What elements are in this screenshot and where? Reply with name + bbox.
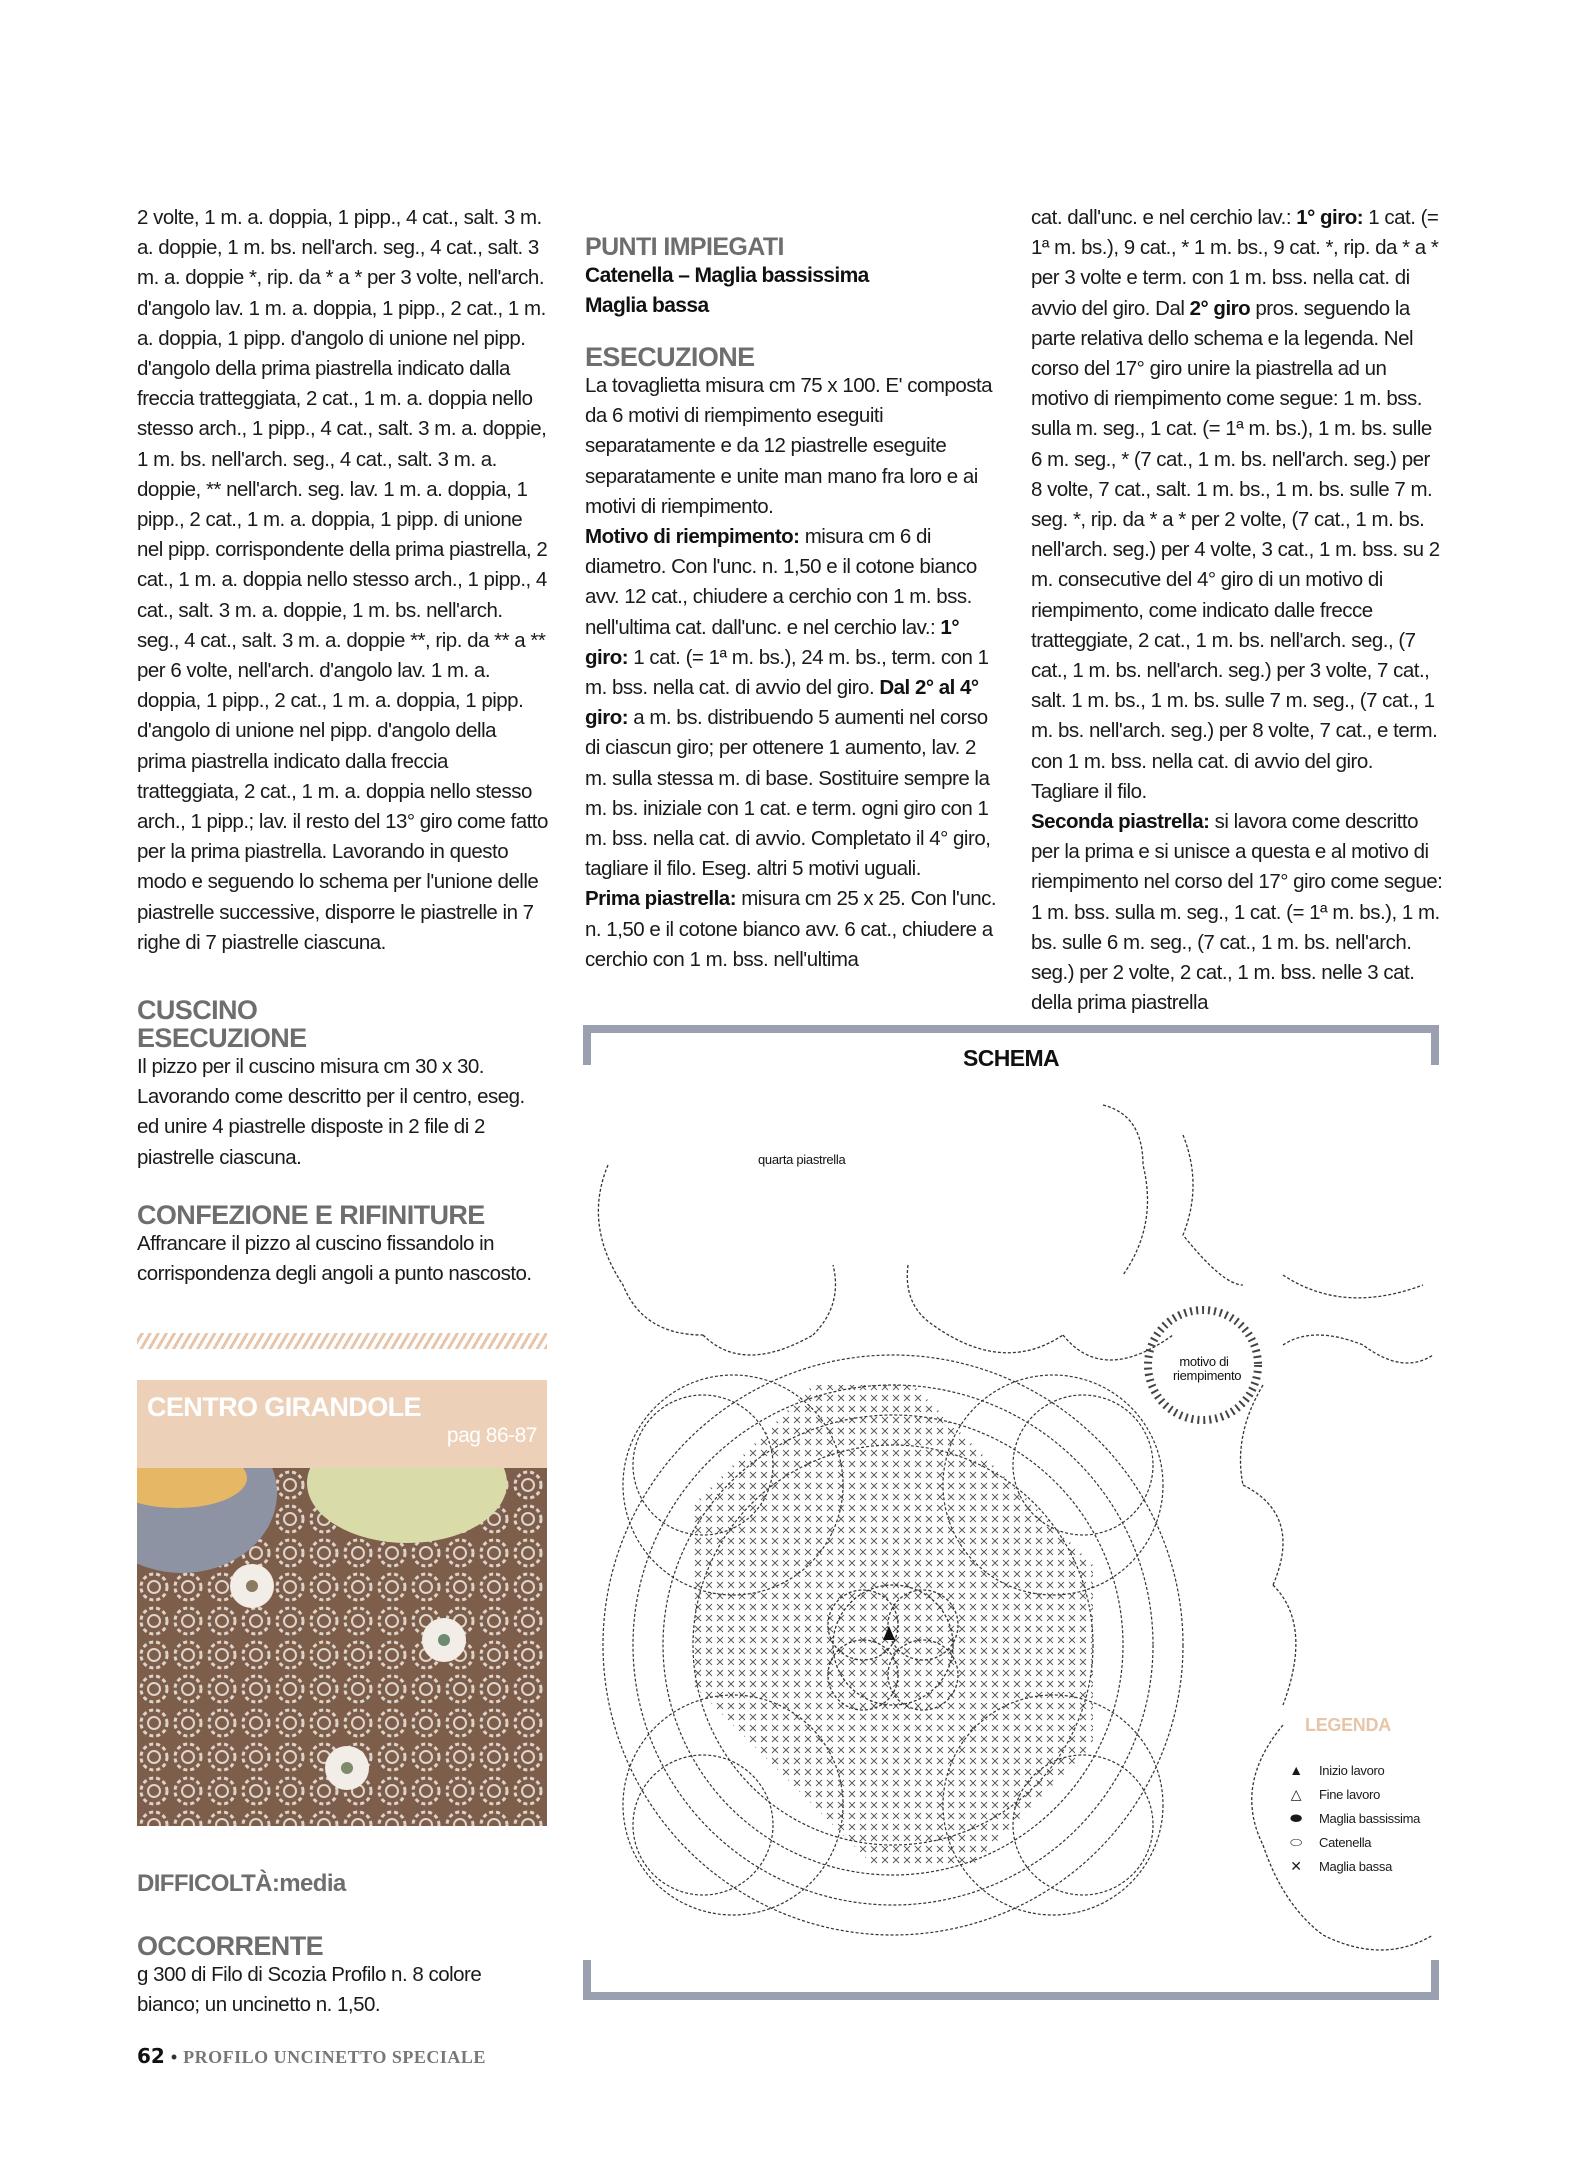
schema-title: SCHEMA — [962, 1045, 1060, 1071]
frame-border — [583, 1992, 1439, 2000]
esecuzione-heading: ESECUZIONE — [585, 342, 755, 372]
difficulty-label: DIFFICOLTÀ: — [137, 1870, 280, 1897]
legend-item — [1285, 1830, 1435, 1854]
legend-label: Maglia bassa — [1319, 1858, 1392, 1874]
right-text-a: cat. dall'unc. e nel cerchio lav.: — [1031, 206, 1297, 229]
motivo-text-c: a m. bs. distribuendo 5 aumenti nel corso di ciascun giro; per ottenere 1 aumento, lav. 2 m. sulla stessa m. di base. Sostituire sempre la m. bs. iniziale con 1 cat. e term. ogni giro con 1 m. bss. nella cat. di avvio. Completato il 4° giro, tagliare il filo. Eseg. altri 5 motivi uguali. — [585, 706, 991, 881]
motivo-paragraph — [585, 522, 997, 884]
legend-item — [1285, 1854, 1435, 1878]
schema-frame — [583, 1025, 1439, 2000]
page-footer — [137, 2044, 486, 2068]
legend — [1285, 1715, 1435, 1878]
seconda-text: si lavora come descritto per la prima e si unisce a questa e al motivo di riempimento nel corso del 17° giro come segue: 1 m. bss. sulla m. seg., 1 cat. (= 1ª m. bs.), 1 m. bs. sulle 6 m. seg., (7 cat., 1 m. bs. nell'arch. seg.) per 2 volte, 2 cat., 1 m. bss. nelle 3 cat. della prima piastrella — [1031, 810, 1443, 1015]
legend-title: LEGENDA — [1305, 1715, 1391, 1735]
motivo-text-a: misura cm 6 di diametro. Con l'unc. n. 1,50 e il cotone bianco avv. 12 cat., chiudere a cerchio con 1 m. bss. nell'ultima cat. dall'unc. e nel cerchio lav.: — [585, 525, 977, 639]
occorrente-body: g 300 di Filo di Scozia Profilo n. 8 colore bianco; un uncinetto n. 1,50. — [137, 1963, 482, 2017]
feature-card — [137, 1380, 547, 1826]
right-giro1-label: 1° giro: — [1296, 206, 1364, 229]
right-column — [1031, 203, 1443, 1018]
lace-photo — [137, 1468, 547, 1826]
legend-label: Fine lavoro — [1319, 1786, 1381, 1802]
punti-line-1: Catenella – Maglia bassissima — [585, 264, 869, 287]
label-quarta-piastrella: quarta piastrella — [758, 1152, 846, 1167]
motivo-label: Motivo di riempimento: — [585, 525, 800, 549]
prima-text: misura cm 25 x 25. Con l'unc. n. 1,50 e il cotone bianco avv. 6 cat., chiudere a cerchio con 1 m. bss. nell'ultima — [585, 887, 997, 971]
right-text-b: 1 cat. (= 1ª m. bs.), 9 cat., * 1 m. bs., 9 cat. *, rip. da * a * per 3 volte e term. con 1 m. bss. nella cat. di avvio del giro. Dal — [1031, 206, 1439, 320]
cuscino-body: Il pizzo per il cuscino misura cm 30 x 30. Lavorando come descritto per il centro, eseg. ed unire 4 piastrelle disposte in 2 file di 2 piastrelle ciascuna. — [137, 1055, 525, 1169]
lace-photo-image — [137, 1468, 547, 1826]
seconda-label: Seconda piastrella: — [1031, 810, 1210, 834]
confezione-body: Affrancare il pizzo al cuscino fissandolo in corrispondenza degli angoli a punto nascosto. — [137, 1231, 532, 1286]
prima-paragraph — [585, 884, 997, 975]
right-giro2-label: 2° giro — [1189, 296, 1251, 320]
left-column — [137, 203, 549, 1289]
legend-item — [1285, 1806, 1435, 1830]
occorrente-heading: OCCORRENTE — [137, 1931, 324, 1961]
feature-page-ref: pag 86-87 — [446, 1424, 537, 1447]
confezione-heading: CONFEZIONE E RIFINITURE — [137, 1199, 485, 1230]
outline-oval-icon: ⬭ — [1290, 1833, 1302, 1850]
cross-icon: ✕ — [1290, 1857, 1302, 1874]
difficulty — [137, 1870, 549, 1898]
right-text-c: pros. seguendo la parte relativa dello schema e la legenda. Nel corso del 17° giro unire la piastrella ad un motivo di riempimento come segue: 1 m. bss. sulla m. seg., 1 cat. (= 1ª m. bs.), 1 m. bs. sulle 6 m. seg., * (7 cat., 1 m. bs. nell'arch. seg.) per 8 volte, 7 cat., salt. 1 m. bs., 1 m. bs. sulle 7 m. seg. *, rip. da * a * per 2 volte, (7 cat., 1 m. bs. nell'arch. seg.) per 4 volte, 3 cat., 1 m. bss. su 2 m. consecutive del 4° giro di un motivo di riempimento, come indicato dalle frecce tratteggiate, 2 cat., 1 m. bs. nell'arch. seg., (7 cat., 1 m. bs. nell'arch. seg.) per 3 volte, 7 cat., salt. 1 m. bs., 1 m. bs. sulle 7 m. seg., (7 cat., 1 m. bs. nell'arch. seg.) per 8 volte, 7 cat., e term. con 1 m. bss. nella cat. di avvio del giro. Tagliare il filo. — [1031, 296, 1440, 803]
label-motivo-riempimento: motivo di riempimento — [1173, 1354, 1242, 1383]
magazine-name: PROFILO UNCINETTO SPECIALE — [183, 2047, 486, 2067]
frame-border — [583, 1025, 1439, 1033]
middle-column — [585, 233, 997, 975]
prima-continuation — [1031, 203, 1443, 807]
motivo-text-b: 1 cat. (= 1ª m. bs.), 24 m. bs., term. con 1 m. bss. nella cat. di avvio del giro. — [585, 645, 989, 700]
legend-item — [1285, 1758, 1435, 1782]
filled-arrow-icon: ▲ — [1289, 1762, 1303, 1778]
motivo-giro1-label: 1° giro: — [585, 615, 960, 669]
motivo-giro2-label: Dal 2° al 4° giro: — [585, 676, 979, 730]
punti-line-2: Maglia bassa — [585, 294, 709, 317]
feature-title: CENTRO GIRANDOLE — [147, 1392, 421, 1422]
cuscino-heading: CUSCINO — [137, 995, 258, 1026]
legend-label: Inizio lavoro — [1319, 1762, 1385, 1778]
legend-label: Catenella — [1319, 1834, 1372, 1850]
seconda-paragraph — [1031, 807, 1443, 1018]
page-number: 62 — [137, 2044, 165, 2068]
legend-item — [1285, 1782, 1435, 1806]
main-tile — [603, 1355, 1183, 1935]
prima-label: Prima piastrella: — [585, 887, 737, 911]
decorative-stripes — [137, 1333, 547, 1349]
esecuzione-body: La tovaglietta misura cm 75 x 100. E' composta da 6 motivi di riempimento eseguiti separatamente e da 12 piastrelle eseguite separatamente e unite man mano fra loro e ai motivi di riempimento. — [585, 374, 993, 518]
punti-heading: PUNTI IMPIEGATI — [585, 233, 784, 261]
outline-arrow-icon: △ — [1290, 1785, 1302, 1802]
materials-block — [137, 1870, 549, 2020]
footer-separator: • — [170, 2047, 178, 2067]
filled-oval-icon: ⬬ — [1290, 1809, 1302, 1826]
instructions-continuation: 2 volte, 1 m. a. doppia, 1 pipp., 4 cat., salt. 3 m. a. doppie, 1 m. bs. nell'arch. seg., 4 cat., salt. 3 m. a. doppie *, rip. da * a * per 3 volte, nell'arch. d'angolo lav. 1 m. a. doppia, 1 pipp., 2 cat., 1 m. a. doppia, 1 pipp. d'angolo di unione nel pipp. d'angolo della prima piastrella indicato dalla freccia tratteggiata, 2 cat., 1 m. a. doppia nello stesso arch., 1 pipp., 4 cat., salt. 3 m. a. doppie, 1 m. bs. nell'arch. seg., 4 cat., salt. 3 m. a. doppie, ** nell'arch. seg. lav. 1 m. a. doppia, 1 pipp., 2 cat., 1 m. a. doppia, 1 pipp. di unione nel pipp. corrispondente della prima piastrella, 2 cat., 1 m. a. doppia nello stesso arch., 1 pipp., 4 cat., salt. 3 m. a. doppie, 1 m. bs. nell'arch. seg., 4 cat., salt. 3 m. a. doppie **, rip. da ** a ** per 6 volte, nell'arch. d'angolo lav. 1 m. a. doppia, 1 pipp., 2 cat., 1 m. a. doppia, 1 pipp. d'angolo di unione nel pipp. d'angolo della prima piastrella indicato dalla freccia tratteggiata, 2 cat., 1 m. a. doppia nello stesso arch., 1 pipp.; lav. il resto del 13° giro come fatto per la prima piastrella. Lavorando in questo modo e seguendo lo schema per l'unione delle piastrelle successive, disporre le piastrelle in 7 righe di 7 piastrelle ciascuna. — [137, 206, 548, 954]
difficulty-value: media — [279, 1870, 346, 1897]
legend-label: Maglia bassissima — [1319, 1810, 1421, 1826]
cuscino-esecuzione-heading: ESECUZIONE — [137, 1023, 307, 1054]
